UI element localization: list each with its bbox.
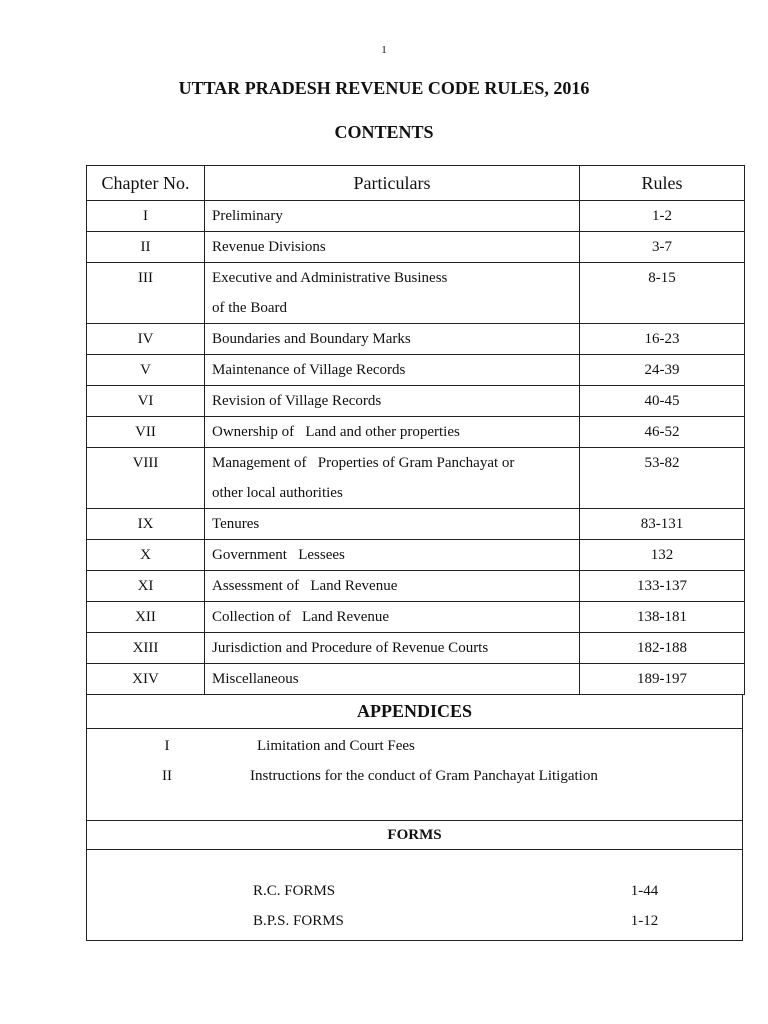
forms-heading: FORMS [87, 821, 742, 850]
chapter-number: XII [87, 602, 205, 633]
chapter-rules: 189-197 [580, 664, 745, 695]
table-row [87, 355, 745, 386]
table-row [87, 509, 745, 540]
particulars-line: Boundaries and Boundary Marks [212, 331, 411, 347]
particulars-line: Jurisdiction and Procedure of Revenue Courts [212, 640, 489, 656]
header-rules: Rules [580, 166, 745, 201]
chapter-particulars [205, 232, 580, 263]
chapter-particulars [205, 448, 580, 509]
chapter-particulars [205, 571, 580, 602]
chapter-number: IV [87, 324, 205, 355]
form-name: B.P.S. FORMS [253, 913, 344, 929]
table-row [87, 232, 745, 263]
particulars-line: Government Lessees [212, 547, 345, 563]
table-row [87, 386, 745, 417]
document-title: UTTAR PRADESH REVENUE CODE RULES, 2016 [178, 78, 590, 98]
chapter-rules: 133-137 [580, 571, 745, 602]
chapter-rules: 16-23 [580, 324, 745, 355]
contents-table [86, 165, 745, 695]
particulars-line: Tenures [212, 516, 260, 532]
chapter-particulars [205, 386, 580, 417]
table-row [87, 540, 745, 571]
chapter-particulars [205, 324, 580, 355]
appendix-item [87, 731, 742, 761]
chapter-particulars [205, 509, 580, 540]
contents-heading: CONTENTS [334, 122, 434, 142]
particulars-line: Assessment of Land Revenue [212, 578, 398, 594]
particulars-line: Miscellaneous [212, 671, 299, 687]
form-item [87, 876, 742, 906]
chapter-number: VI [87, 386, 205, 417]
chapter-rules: 138-181 [580, 602, 745, 633]
chapter-number: XIV [87, 664, 205, 695]
chapter-number: XI [87, 571, 205, 602]
chapter-rules: 182-188 [580, 633, 745, 664]
table-row [87, 417, 745, 448]
appendix-number: I [164, 738, 170, 754]
appendix-item [87, 761, 742, 791]
appendices-section [86, 695, 743, 941]
appendices-heading: APPENDICES [87, 695, 742, 729]
particulars-line: Management of Properties of Gram Panchayat or [212, 455, 515, 471]
form-range: 1-12 [630, 913, 659, 929]
particulars-line: of the Board [212, 300, 287, 316]
chapter-number: X [87, 540, 205, 571]
chapter-number: I [87, 201, 205, 232]
particulars-line: Revision of Village Records [212, 393, 382, 409]
chapter-particulars [205, 263, 580, 324]
particulars-line: Collection of Land Revenue [212, 609, 390, 625]
table-row [87, 664, 745, 695]
appendices-list [87, 729, 742, 821]
chapter-number: IX [87, 509, 205, 540]
chapter-rules: 53-82 [580, 448, 745, 509]
chapter-rules: 40-45 [580, 386, 745, 417]
header-chapter-no: Chapter No. [87, 166, 205, 201]
chapter-particulars [205, 664, 580, 695]
chapter-rules: 83-131 [580, 509, 745, 540]
particulars-line: Maintenance of Village Records [212, 362, 406, 378]
table-row [87, 324, 745, 355]
chapter-rules: 1-2 [580, 201, 745, 232]
chapter-number: III [87, 263, 205, 324]
chapter-rules: 24-39 [580, 355, 745, 386]
particulars-line: Executive and Administrative Business [212, 270, 448, 286]
table-row [87, 201, 745, 232]
table-row [87, 602, 745, 633]
chapter-particulars [205, 417, 580, 448]
chapter-number: XIII [87, 633, 205, 664]
table-row [87, 633, 745, 664]
table-row [87, 448, 745, 509]
chapter-particulars [205, 201, 580, 232]
chapter-number: V [87, 355, 205, 386]
page-number: 1 [381, 44, 387, 56]
form-name: R.C. FORMS [253, 883, 336, 899]
contents-table-container [86, 165, 743, 941]
particulars-line: Revenue Divisions [212, 239, 326, 255]
chapter-number: VII [87, 417, 205, 448]
form-range: 1-44 [630, 883, 659, 899]
particulars-line: Ownership of Land and other properties [212, 424, 460, 440]
appendix-number: II [162, 768, 172, 784]
chapter-particulars [205, 540, 580, 571]
form-item [87, 906, 742, 936]
table-header-row [87, 166, 745, 201]
table-row [87, 571, 745, 602]
chapter-number: VIII [87, 448, 205, 509]
header-particulars: Particulars [205, 166, 580, 201]
chapter-rules: 46-52 [580, 417, 745, 448]
chapter-number: II [87, 232, 205, 263]
chapter-rules: 3-7 [580, 232, 745, 263]
appendix-label: Instructions for the conduct of Gram Panchayat Litigation [250, 768, 598, 784]
contents-table-body [87, 201, 745, 695]
appendix-label: Limitation and Court Fees [257, 738, 415, 754]
particulars-line: other local authorities [212, 485, 343, 501]
chapter-rules: 8-15 [580, 263, 745, 324]
forms-list [87, 850, 742, 940]
chapter-particulars [205, 633, 580, 664]
chapter-rules: 132 [580, 540, 745, 571]
chapter-particulars [205, 602, 580, 633]
chapter-particulars [205, 355, 580, 386]
table-row [87, 263, 745, 324]
particulars-line: Preliminary [212, 208, 283, 224]
